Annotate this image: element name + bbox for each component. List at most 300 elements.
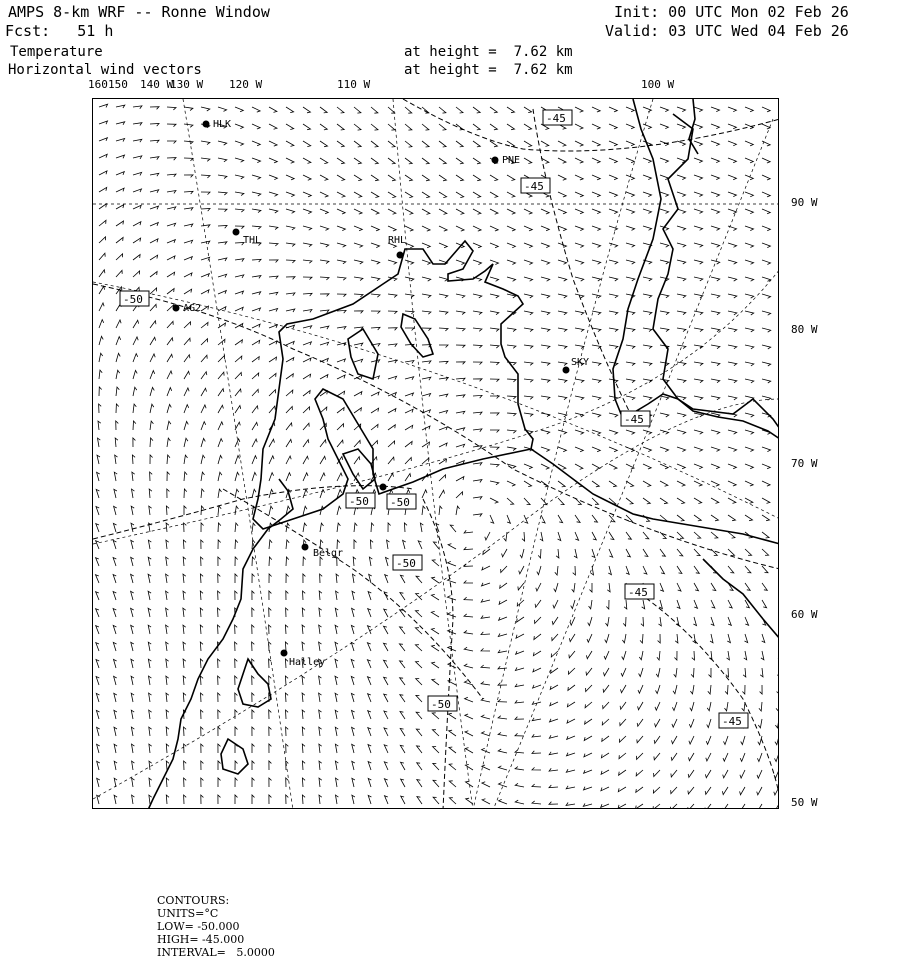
wind-vector <box>400 712 405 720</box>
wind-vector <box>384 626 389 634</box>
wind-vector <box>439 158 446 164</box>
wind-vector <box>643 175 651 180</box>
wind-vector <box>218 625 221 634</box>
wind-vector <box>466 781 474 787</box>
graticule-line <box>93 282 779 519</box>
wind-vector <box>99 220 106 226</box>
wind-vector <box>184 506 187 515</box>
wind-vector <box>643 447 651 452</box>
wind-vector <box>114 795 117 804</box>
wind-vector <box>133 222 141 226</box>
wind-vector <box>286 293 295 296</box>
wind-vector <box>554 583 558 592</box>
wind-vector <box>405 209 413 214</box>
wind-vector <box>99 353 103 362</box>
wind-vector <box>439 378 448 381</box>
wind-vector <box>352 795 355 804</box>
wind-vector <box>433 542 439 549</box>
wind-vector <box>166 795 169 804</box>
wind-vector <box>184 455 188 464</box>
wind-vector <box>620 719 626 726</box>
wind-vector <box>567 719 575 723</box>
wind-vector <box>592 549 595 558</box>
wind-vector <box>558 311 567 315</box>
wind-vector <box>286 358 294 362</box>
wind-vector <box>99 253 105 260</box>
wind-vector <box>660 566 665 574</box>
wind-vector <box>269 243 278 246</box>
wind-vector <box>710 634 713 643</box>
wind-vector <box>524 464 532 469</box>
wind-vector <box>499 617 507 620</box>
wind-vector <box>371 311 380 314</box>
wind-vector <box>592 532 596 540</box>
wind-vector <box>353 557 356 566</box>
map-title: AMPS 8-km WRF -- Ronne Window <box>8 4 270 21</box>
wind-vector <box>439 294 448 298</box>
wind-vector <box>592 226 601 231</box>
wind-vector <box>400 695 405 702</box>
wind-vector <box>303 158 311 163</box>
wind-vector <box>439 209 447 214</box>
wind-vector <box>622 651 626 660</box>
wind-vector <box>524 498 530 505</box>
wind-vector <box>689 753 695 761</box>
wind-vector <box>286 124 294 130</box>
wind-vector <box>166 676 169 685</box>
wind-vector <box>575 379 584 383</box>
wind-vector <box>302 676 305 685</box>
wind-vector <box>286 744 289 753</box>
wind-vector <box>269 625 272 634</box>
wind-vector <box>235 727 238 736</box>
wind-vector <box>672 719 677 727</box>
wind-vector <box>167 371 172 379</box>
wind-vector <box>592 345 601 349</box>
wind-vector <box>745 413 754 417</box>
wind-vector <box>499 783 508 788</box>
wind-vector <box>575 209 583 214</box>
wind-vector <box>252 107 260 112</box>
wind-vector <box>388 141 395 147</box>
wind-vector <box>131 642 134 651</box>
wind-vector <box>150 124 159 127</box>
wind-vector <box>464 664 473 668</box>
wind-vector <box>384 762 388 770</box>
station-rhl <box>388 235 406 259</box>
wind-vector <box>150 255 158 260</box>
wind-vector <box>354 440 360 447</box>
wind-vector <box>285 642 288 651</box>
wind-vector <box>555 566 558 575</box>
wind-vector <box>201 778 204 787</box>
wind-vector <box>743 668 746 677</box>
wind-vector <box>303 277 312 280</box>
wind-vector <box>568 685 575 691</box>
wind-vector <box>116 237 123 243</box>
wind-vector <box>337 391 345 396</box>
wind-vector <box>384 779 388 787</box>
wind-vector <box>540 532 543 541</box>
wind-vector <box>722 787 728 795</box>
wind-vector <box>405 107 412 113</box>
wind-vector <box>183 557 186 566</box>
wind-vector <box>431 628 439 634</box>
wind-vector <box>166 557 169 566</box>
wind-vector <box>422 124 429 130</box>
wind-vector <box>388 158 395 164</box>
wind-vector <box>417 780 422 787</box>
wind-vector <box>507 243 515 248</box>
wind-vector <box>167 404 171 413</box>
wind-vector <box>519 566 524 574</box>
field-temperature-height: at height = 7.62 km <box>404 44 573 60</box>
wind-vector <box>541 226 549 231</box>
wind-vector <box>671 787 677 794</box>
wind-vector <box>728 345 737 349</box>
berkner-outline <box>238 659 271 707</box>
wind-vector <box>336 591 339 600</box>
wind-vector <box>218 226 227 229</box>
wind-vector <box>184 240 193 243</box>
wind-vector <box>449 730 456 736</box>
wind-vector <box>388 294 397 297</box>
wind-vector <box>694 243 703 247</box>
wind-vector <box>609 430 618 434</box>
wind-vector <box>422 311 431 314</box>
wind-vector <box>739 804 745 809</box>
wind-vector <box>575 124 583 129</box>
wind-vector <box>621 685 627 693</box>
wind-vector <box>609 549 613 557</box>
wind-vector <box>653 787 660 793</box>
wind-vector <box>422 243 430 248</box>
wind-vector <box>422 294 431 298</box>
wind-vector <box>482 732 491 737</box>
wind-vector <box>490 243 498 248</box>
wind-vector <box>660 362 669 366</box>
wind-vector <box>335 608 338 617</box>
wind-vector <box>114 472 117 481</box>
wind-vector <box>583 803 592 806</box>
wind-vector <box>515 733 524 736</box>
wind-vector <box>400 661 406 668</box>
wind-vector <box>201 523 204 532</box>
wind-vector <box>584 736 592 741</box>
wind-vector <box>150 404 154 413</box>
wind-vector <box>97 455 100 464</box>
wind-vector <box>556 549 559 558</box>
wind-vector <box>711 532 718 538</box>
wind-vector <box>456 328 465 331</box>
wind-vector <box>368 795 371 804</box>
wind-vector <box>575 141 583 146</box>
wind-vector <box>762 328 771 332</box>
wind-vector <box>405 311 414 314</box>
wind-vector <box>745 430 754 434</box>
wind-vector <box>302 795 305 804</box>
wind-vector <box>354 392 362 396</box>
wind-vector <box>728 226 737 231</box>
wind-vector <box>482 799 490 804</box>
wind-vector <box>626 158 634 163</box>
wind-vector <box>269 292 278 295</box>
wind-vector <box>515 750 524 753</box>
wind-vector <box>132 455 135 464</box>
wind-vector <box>607 583 610 592</box>
wind-vector <box>150 107 159 110</box>
wind-vector <box>439 459 447 464</box>
wind-vector <box>728 617 731 625</box>
wind-vector <box>368 778 371 787</box>
wind-vector <box>148 625 151 634</box>
wind-vector <box>252 761 255 770</box>
wind-vector <box>303 293 312 296</box>
wind-vector <box>131 727 134 736</box>
wind-vector <box>745 294 754 298</box>
wind-vector <box>405 377 414 380</box>
wind-vector <box>456 175 464 181</box>
wind-vector <box>252 625 255 634</box>
wind-vector <box>636 770 643 776</box>
wind-vector <box>167 107 176 110</box>
wind-vector <box>133 438 136 447</box>
wind-vector <box>235 523 238 532</box>
wind-vector <box>252 778 255 787</box>
wind-vector <box>558 396 567 400</box>
wind-vector <box>481 599 490 602</box>
wind-vector <box>235 226 244 229</box>
wind-vector <box>473 362 482 365</box>
wind-vector <box>201 405 206 413</box>
wind-vector <box>756 804 762 809</box>
wind-vector <box>677 277 686 281</box>
contour-footer <box>150 881 289 959</box>
wind-vector <box>677 226 686 230</box>
wind-vector <box>303 557 306 566</box>
wind-vector <box>524 379 533 382</box>
wind-vector <box>269 124 277 129</box>
wind-vector <box>456 226 464 231</box>
wind-vector <box>439 427 447 430</box>
wind-vector <box>711 396 720 400</box>
wind-vector <box>590 583 593 592</box>
wind-vector <box>201 795 204 804</box>
wind-vector <box>400 575 405 583</box>
wind-vector <box>354 523 357 532</box>
wind-vector <box>566 786 575 789</box>
wind-vector <box>415 645 422 651</box>
wind-vector <box>711 141 719 146</box>
ronne-ice-shelf-coast <box>253 241 533 529</box>
wind-vector <box>550 719 559 722</box>
wind-vector <box>184 761 187 770</box>
wind-vector <box>558 481 565 487</box>
wind-vector <box>592 413 601 417</box>
wind-vector <box>745 481 753 486</box>
wind-vector <box>405 458 411 465</box>
wind-vector <box>303 260 312 263</box>
wind-vector <box>320 574 323 583</box>
wind-vector <box>200 625 203 634</box>
lon-label: 120 W <box>229 78 262 91</box>
wind-vector <box>711 192 720 197</box>
wind-vector <box>473 463 482 466</box>
wind-vector <box>609 362 618 366</box>
wind-vector <box>235 158 244 162</box>
wind-vector <box>252 456 257 464</box>
wind-vector <box>388 409 396 413</box>
wind-vector <box>269 390 276 396</box>
wind-vector <box>762 481 770 486</box>
lon-label: 130 W <box>170 78 203 91</box>
wind-vector <box>558 209 566 214</box>
wind-vector <box>269 727 272 736</box>
wind-vector <box>439 443 447 447</box>
wind-vector <box>113 642 116 651</box>
wind-vector <box>150 337 156 345</box>
wind-vector <box>148 642 151 651</box>
wind-vector <box>218 339 225 345</box>
wind-vector <box>269 175 277 180</box>
wind-vector <box>337 440 343 447</box>
wind-vector <box>728 328 737 332</box>
wind-vector <box>149 778 152 787</box>
wind-vector <box>448 561 456 566</box>
wind-vector <box>116 421 119 430</box>
wind-vector <box>218 574 221 583</box>
wind-vector <box>672 702 677 711</box>
wind-vector <box>498 650 507 653</box>
wind-vector <box>619 770 626 775</box>
wind-vector <box>507 447 516 451</box>
wind-vector <box>518 583 524 590</box>
svg-text:-45: -45 <box>628 586 648 599</box>
wind-vector <box>639 668 643 677</box>
station-label: SKY <box>571 357 589 368</box>
wind-vector <box>149 710 152 719</box>
wind-vector <box>235 275 244 278</box>
wind-vector <box>286 591 289 600</box>
wind-vector <box>745 515 753 521</box>
wind-vector <box>498 666 507 669</box>
wind-vector <box>640 634 643 643</box>
wind-vector <box>592 498 599 504</box>
wind-vector <box>405 141 412 147</box>
wind-vector <box>388 360 397 363</box>
wind-vector <box>524 481 532 487</box>
wind-vector <box>384 711 388 719</box>
wind-vector <box>400 593 405 600</box>
wind-vector <box>416 712 422 719</box>
wind-vector <box>166 540 169 549</box>
station-ag2 <box>173 303 202 314</box>
wind-vector <box>507 413 516 416</box>
station-label: RHL <box>388 235 406 246</box>
wind-vector <box>722 804 728 809</box>
wind-vector <box>524 158 532 164</box>
wind-vector <box>252 209 261 213</box>
wind-vector <box>371 107 378 113</box>
wind-vector <box>269 778 272 787</box>
wind-vector <box>465 748 473 753</box>
wind-vector <box>235 642 238 651</box>
wind-vector <box>481 616 490 619</box>
wind-vector <box>269 260 278 263</box>
wind-vector <box>643 158 651 163</box>
wind-vector <box>400 745 405 753</box>
station-thl <box>233 229 262 247</box>
wind-vector <box>448 544 456 549</box>
wind-vector <box>711 158 719 163</box>
wind-vector <box>371 175 379 181</box>
wind-vector <box>694 430 703 434</box>
wind-vector <box>723 770 728 778</box>
wind-vector <box>319 693 322 702</box>
map-plot-area <box>92 98 779 809</box>
wind-vector <box>116 155 125 158</box>
wind-vector <box>337 158 345 164</box>
wind-vector <box>320 375 328 379</box>
wind-vector <box>448 579 457 584</box>
wind-vector <box>422 141 429 147</box>
wind-vector <box>439 192 447 198</box>
wind-vector <box>218 209 227 212</box>
wind-vector <box>422 394 431 397</box>
wind-vector <box>439 124 446 130</box>
svg-text:-45: -45 <box>624 413 644 426</box>
wind-vector <box>320 440 326 447</box>
wind-vector <box>609 158 617 163</box>
wind-vector <box>660 277 669 281</box>
wind-vector <box>609 209 618 214</box>
wind-vector <box>252 710 255 719</box>
wind-vector <box>99 303 104 311</box>
wind-vector <box>626 107 634 112</box>
wind-vector <box>660 549 665 556</box>
wind-vector <box>337 107 344 113</box>
wind-vector <box>507 209 515 214</box>
wind-vector <box>439 361 448 364</box>
wind-vector <box>643 549 648 557</box>
peninsula-islands <box>653 114 779 429</box>
wind-vector <box>320 456 326 464</box>
wind-vector <box>601 804 609 807</box>
wind-vector <box>449 764 456 770</box>
wind-vector <box>677 243 686 247</box>
wind-vector <box>218 258 227 261</box>
wind-vector <box>621 668 626 676</box>
wind-vector <box>150 421 153 430</box>
wind-vector <box>745 175 753 180</box>
wind-vector <box>113 558 116 567</box>
wind-vector <box>626 226 635 230</box>
wind-vector <box>252 292 261 295</box>
wind-vector <box>456 260 465 265</box>
wind-vector <box>694 107 703 112</box>
wind-vector <box>252 472 256 481</box>
wind-vector <box>167 321 173 328</box>
wind-vector <box>335 676 338 685</box>
wind-vector <box>524 413 533 416</box>
wind-vector <box>490 311 499 315</box>
wind-vector <box>693 617 696 626</box>
coastline-east <box>703 559 779 639</box>
wind-vector <box>524 243 532 248</box>
wind-vector <box>368 711 371 719</box>
wind-vector <box>166 591 169 600</box>
wind-vector <box>384 677 388 685</box>
